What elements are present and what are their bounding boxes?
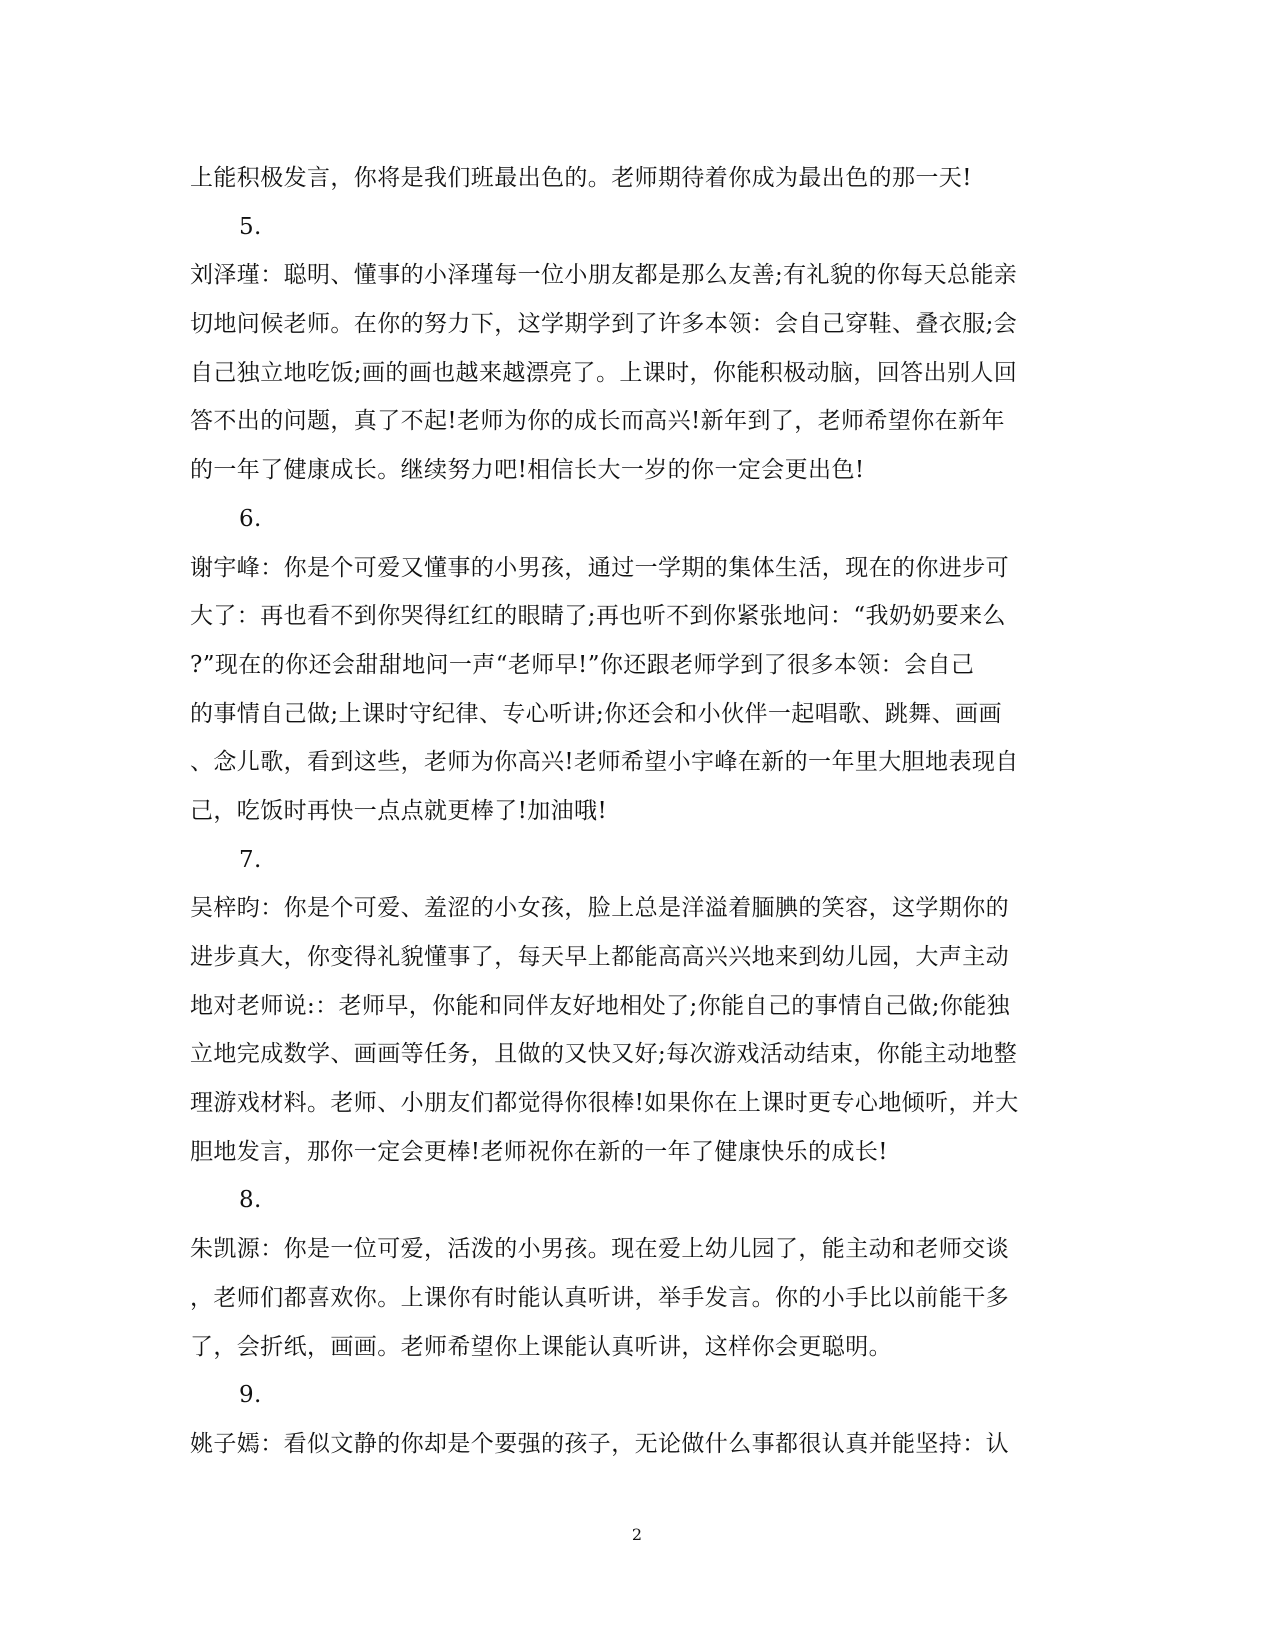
paragraph-line: 吴梓昀：你是个可爱、羞涩的小女孩，脸上总是洋溢着腼腆的笑容，这学期你的 [190, 895, 1009, 922]
item-number: 9. [239, 1382, 262, 1409]
item-number: 6. [239, 505, 262, 532]
paragraph-line: 立地完成数学、画画等任务，且做的又快又好;每次游戏活动结束，你能主动地整 [190, 1041, 1018, 1068]
paragraph-line: 理游戏材料。老师、小朋友们都觉得你很棒!如果你在上课时更专心地倾听，并大 [190, 1090, 1019, 1117]
paragraph-line: 地对老师说:：老师早，你能和同伴友好地相处了;你能自己的事情自己做;你能独 [190, 992, 1011, 1019]
paragraph-line: ，老师们都喜欢你。上课你有时能认真听讲，举手发言。你的小手比以前能干多 [190, 1284, 1009, 1311]
paragraph-line: 答不出的问题，真了不起!老师为你的成长而高兴!新年到了，老师希望你在新年 [190, 408, 1005, 435]
paragraph-line: 自己独立地吃饭;画的画也越来越漂亮了。上课时，你能积极动脑，回答出别人回 [190, 359, 1018, 386]
paragraph-line: 了，会折纸，画画。老师希望你上课能认真听讲，这样你会更聪明。 [190, 1333, 892, 1360]
paragraph-line: 进步真大，你变得礼貌懂事了，每天早上都能高高兴兴地来到幼儿园，大声主动 [190, 944, 1009, 970]
paragraph-line: 、念儿歌，看到这些，老师为你高兴!老师希望小宇峰在新的一年里大胆地表现自 [190, 749, 1019, 776]
paragraph-line: 上能积极发言，你将是我们班最出色的。老师期待着你成为最出色的那一天! [190, 165, 972, 191]
item-number: 7. [239, 846, 262, 873]
paragraph-line: 谢宇峰：你是个可爱又懂事的小男孩，通过一学期的集体生活，现在的你进步可 [190, 554, 1009, 581]
paragraph-line: 己，吃饭时再快一点点就更棒了!加油哦! [190, 797, 608, 824]
paragraph-line: 的一年了健康成长。继续努力吧!相信长大一岁的你一定会更出色! [190, 457, 865, 484]
document-body [190, 154, 1080, 1469]
page-number: 2 [631, 1525, 643, 1544]
paragraph-line: 姚子嫣：看似文静的你却是个要强的孩子，无论做什么事都很认真并能坚持：认 [190, 1430, 1009, 1457]
paragraph-line: 胆地发言，那你一定会更棒!老师祝你在新的一年了健康快乐的成长! [190, 1138, 888, 1165]
paragraph-line: ?”现在的你还会甜甜地问一声“老师早!”你还跟老师学到了很多本领：会自己 [190, 651, 975, 678]
paragraph-line: 刘泽瑾：聪明、懂事的小泽瑾每一位小朋友都是那么友善;有礼貌的你每天总能亲 [190, 262, 1018, 289]
item-number: 5. [239, 213, 262, 240]
paragraph-line: 切地问候老师。在你的努力下，这学期学到了许多本领：会自己穿鞋、叠衣服;会 [190, 311, 1018, 338]
paragraph-line: 朱凯源：你是一位可爱，活泼的小男孩。现在爱上幼儿园了，能主动和老师交谈 [190, 1236, 1009, 1263]
item-number: 8. [239, 1187, 262, 1214]
paragraph-line: 的事情自己做;上课时守纪律、专心听讲;你还会和小伙伴一起唱歌、跳舞、画画 [190, 700, 1002, 727]
paragraph-line: 大了：再也看不到你哭得红红的眼睛了;再也听不到你紧张地问：“我奶奶要来么 [190, 603, 1006, 630]
